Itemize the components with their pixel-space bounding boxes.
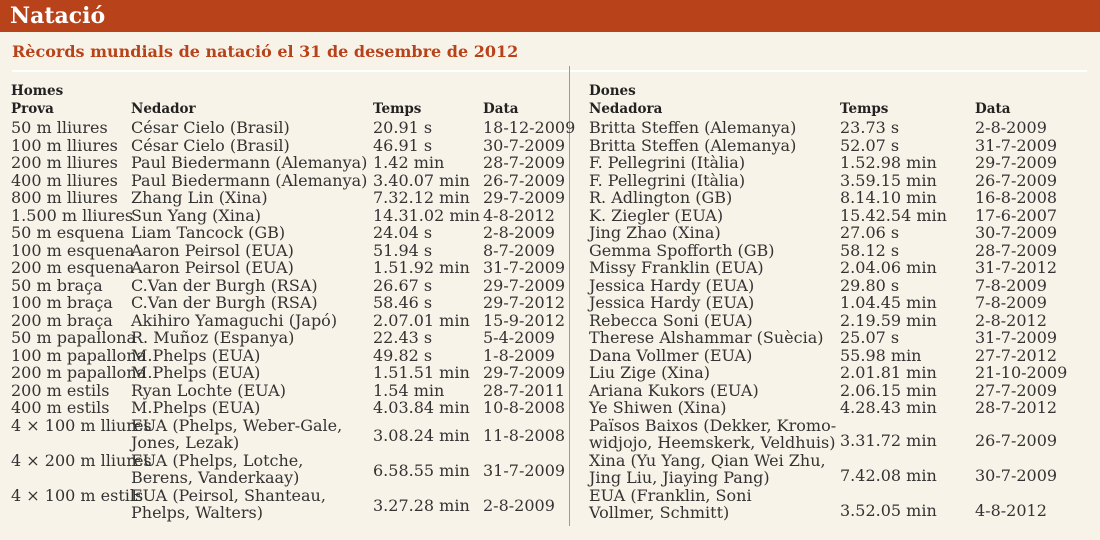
date-cell: 4-8-2012 [483,205,555,225]
time-cell: 2.19.59 min [840,310,937,330]
time-cell: 51.94 s [373,240,433,260]
event-cell: 100 m braça [11,293,113,312]
relay-event-cell: 4 × 200 m lliures [11,450,152,470]
relay-swimmer-line1: EUA (Phelps, Lotche, [131,450,304,470]
header-bar [0,0,1100,32]
swimmer-cell: F. Pellegrini (Itàlia) [589,153,746,172]
header-swimmer-men: Nedador [131,101,196,117]
date-cell: 31-7-2012 [975,258,1058,277]
date-cell: 28-7-2011 [483,380,566,400]
date-cell: 29-7-2009 [975,153,1058,172]
swimmer-cell: F. Pellegrini (Itàlia) [589,170,746,190]
time-cell: 2.01.81 min [840,363,937,382]
date-cell: 27-7-2009 [975,380,1058,400]
time-cell: 26.67 s [373,275,433,295]
date-cell: 26-7-2009 [483,170,566,190]
event-cell: 100 m lliures [11,135,118,155]
event-cell: 200 m papallona [11,363,147,382]
relay-time-cell: 7.42.08 min [840,466,937,486]
relay-swimmer-line2: Jones, Lezak) [131,433,240,452]
time-cell: 8.14.10 min [840,188,937,207]
date-cell: 29-7-2009 [483,363,566,382]
swimmer-cell: Sun Yang (Xina) [131,205,261,225]
swimmer-cell: Ye Shiwen (Xina) [589,398,727,417]
swimmer-cell: Liam Tancock (GB) [131,223,286,242]
swimmer-cell: Paul Biedermann (Alemanya) [131,153,368,172]
swimmer-cell: Jing Zhao (Xina) [589,223,721,242]
swimmer-cell: Missy Franklin (EUA) [589,258,764,277]
swimmer-cell: Jessica Hardy (EUA) [589,293,755,312]
swimmer-cell: Aaron Peirsol (EUA) [131,258,294,277]
section-label-men: Homes [11,83,64,99]
swimmer-cell: R. Muñoz (Espanya) [131,328,295,347]
time-cell: 49.82 s [373,345,433,365]
date-cell: 29-7-2012 [483,293,566,312]
time-cell: 4.28.43 min [840,398,937,417]
swimmer-cell: K. Ziegler (EUA) [589,205,724,225]
event-cell: 200 m estils [11,380,110,400]
relay-swimmer-line2: Vollmer, Schmitt) [589,503,730,522]
date-cell: 15-9-2012 [483,310,566,330]
time-cell: 22.43 s [373,328,433,347]
time-cell: 55.98 min [840,345,922,365]
date-cell: 28-7-2009 [483,153,566,172]
time-cell: 1.51.51 min [373,363,470,382]
time-cell: 52.07 s [840,135,900,155]
event-cell: 50 m esquena [11,223,125,242]
relay-time-cell: 3.08.24 min [373,426,470,445]
header-time-men: Temps [373,101,422,117]
event-cell: 200 m lliures [11,153,118,172]
header-swimmer-women: Nedadora [589,101,663,117]
relay-time-cell: 3.31.72 min [840,431,937,451]
date-cell: 2-8-2009 [975,118,1047,137]
relay-event-cell: 4 × 100 m lliures [11,415,152,435]
time-cell: 3.59.15 min [840,170,937,190]
time-cell: 1.51.92 min [373,258,470,277]
time-cell: 2.06.15 min [840,380,937,400]
relay-swimmer-line2: Jing Liu, Jiaying Pang) [589,468,770,487]
relay-date-cell: 2-8-2009 [483,496,555,515]
time-cell: 24.04 s [373,223,433,242]
relay-date-cell: 11-8-2008 [483,426,566,445]
swimmer-cell: M.Phelps (EUA) [131,398,261,417]
relay-swimmer-line1: EUA (Peirsol, Shanteau, [131,485,326,505]
date-cell: 30-7-2009 [975,223,1058,242]
event-cell: 100 m papallona [11,345,147,365]
event-cell: 50 m braça [11,275,103,295]
event-cell: 100 m esquena [11,240,135,260]
date-cell: 28-7-2009 [975,240,1058,260]
time-cell: 2.04.06 min [840,258,937,277]
relay-swimmer-line1: Xina (Yu Yang, Qian Wei Zhu, [589,450,826,470]
date-cell: 8-7-2009 [483,240,555,260]
event-cell: 50 m lliures [11,118,108,137]
time-cell: 7.32.12 min [373,188,470,207]
date-cell: 29-7-2009 [483,188,566,207]
date-cell: 29-7-2009 [483,275,566,295]
header-date-men: Data [483,101,519,117]
event-cell: 400 m lliures [11,170,118,190]
date-cell: 2-8-2009 [483,223,555,242]
time-cell: 15.42.54 min [840,205,947,225]
time-cell: 4.03.84 min [373,398,470,417]
date-cell: 31-7-2009 [975,135,1058,155]
date-cell: 27-7-2012 [975,345,1058,365]
event-cell: 200 m braça [11,310,113,330]
relay-swimmer-line1: Països Baixos (Dekker, Kromo- [589,415,837,435]
event-cell: 400 m estils [11,398,110,417]
date-cell: 7-8-2009 [975,293,1047,312]
time-cell: 1.54 min [373,380,445,400]
relay-date-cell: 30-7-2009 [975,466,1058,486]
relay-swimmer-line2: Berens, Vanderkaay) [131,468,300,487]
page-title: Natació [10,3,106,29]
swimmer-cell: Therese Alshammar (Suècia) [589,328,824,347]
time-cell: 25.07 s [840,328,900,347]
event-cell: 1.500 m lliures [11,205,134,225]
relay-date-cell: 31-7-2009 [483,461,566,480]
date-cell: 5-4-2009 [483,328,555,347]
date-cell: 2-8-2012 [975,310,1047,330]
swimmer-cell: M.Phelps (EUA) [131,345,261,365]
event-cell: 50 m papallona [11,328,136,347]
header-time-women: Temps [840,101,889,117]
date-cell: 31-7-2009 [975,328,1058,347]
swimmer-cell: César Cielo (Brasil) [131,135,290,155]
swimmer-cell: Zhang Lin (Xina) [131,188,268,207]
time-cell: 27.06 s [840,223,900,242]
time-cell: 2.07.01 min [373,310,470,330]
swimmer-cell: R. Adlington (GB) [589,188,733,207]
date-cell: 28-7-2012 [975,398,1058,417]
swimmer-cell: M.Phelps (EUA) [131,363,261,382]
time-cell: 58.12 s [840,240,900,260]
relay-swimmer-line2: widjojo, Heemskerk, Veldhuis) [589,433,836,452]
date-cell: 17-6-2007 [975,205,1058,225]
date-cell: 16-8-2008 [975,188,1058,207]
time-cell: 14.31.02 min [373,205,480,225]
header-date-women: Data [975,101,1011,117]
date-cell: 26-7-2009 [975,170,1058,190]
time-cell: 20.91 s [373,118,433,137]
time-cell: 58.46 s [373,293,433,312]
relay-swimmer-line1: EUA (Franklin, Soni [589,485,752,505]
time-cell: 1.04.45 min [840,293,937,312]
swimmer-cell: Ryan Lochte (EUA) [131,380,286,400]
time-cell: 23.73 s [840,118,900,137]
swimmer-cell: Jessica Hardy (EUA) [589,275,755,295]
date-cell: 31-7-2009 [483,258,566,277]
time-cell: 3.40.07 min [373,170,470,190]
relay-date-cell: 26-7-2009 [975,431,1058,451]
relay-time-cell: 3.52.05 min [840,501,937,521]
relay-date-cell: 4-8-2012 [975,501,1047,521]
divider-rule [12,70,1087,72]
time-cell: 1.42 min [373,153,445,172]
time-cell: 1.52.98 min [840,153,937,172]
relay-swimmer-line2: Phelps, Walters) [131,503,263,522]
relay-time-cell: 3.27.28 min [373,496,470,515]
swimmer-cell: Gemma Spofforth (GB) [589,240,775,260]
date-cell: 30-7-2009 [483,135,566,155]
event-cell: 800 m lliures [11,188,118,207]
date-cell: 7-8-2009 [975,275,1047,295]
swimmer-cell: Dana Vollmer (EUA) [589,345,753,365]
swimmer-cell: Rebecca Soni (EUA) [589,310,753,330]
swimmer-cell: Britta Steffen (Alemanya) [589,118,797,137]
date-cell: 1-8-2009 [483,345,555,365]
swimmer-cell: Akihiro Yamaguchi (Japó) [131,310,338,330]
date-cell: 10-8-2008 [483,398,566,417]
swimmer-cell: C.Van der Burgh (RSA) [131,275,318,295]
swimmer-cell: C.Van der Burgh (RSA) [131,293,318,312]
swimmer-cell: Paul Biedermann (Alemanya) [131,170,368,190]
swimmer-cell: César Cielo (Brasil) [131,118,290,137]
swimmer-cell: Aaron Peirsol (EUA) [131,240,294,260]
swimmer-cell: Britta Steffen (Alemanya) [589,135,797,155]
header-event: Prova [11,101,54,117]
swimmer-cell: Liu Zige (Xina) [589,363,710,382]
time-cell: 29.80 s [840,275,900,295]
date-cell: 18-12-2009 [483,118,576,137]
relay-event-cell: 4 × 100 m estils [11,485,144,505]
relay-swimmer-line1: EUA (Phelps, Weber-Gale, [131,415,343,435]
table-subtitle: Rècords mundials de natació el 31 de desembre de 2012 [12,42,519,61]
event-cell: 200 m esquena [11,258,135,277]
date-cell: 21-10-2009 [975,363,1068,382]
swimmer-cell: Ariana Kukors (EUA) [589,380,759,400]
section-label-women: Dones [589,83,636,99]
time-cell: 46.91 s [373,135,433,155]
relay-time-cell: 6.58.55 min [373,461,470,480]
